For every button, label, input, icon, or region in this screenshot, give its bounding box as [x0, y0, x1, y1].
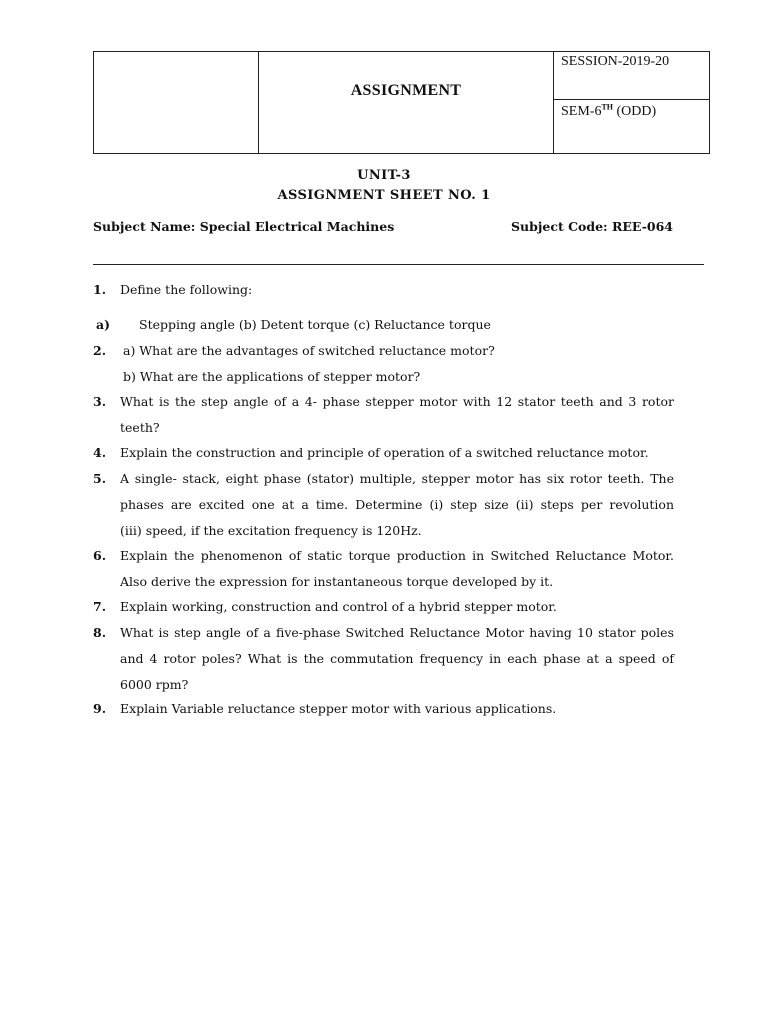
- question-line: and 4 rotor poles? What is the commutation frequency in each phase at a speed of: [120, 651, 674, 666]
- question-item: [93, 620, 674, 698]
- question-item: [93, 466, 674, 544]
- question-line: (iii) speed, if the excitation frequency is 120Hz.: [120, 523, 422, 538]
- semester-cell: [554, 100, 710, 154]
- question-text: [120, 620, 674, 698]
- question-line: Explain the phenomenon of static torque production in Switched Reluctance Motor.: [120, 548, 674, 563]
- question-line: Stepping angle (b) Detent torque (c) Reluctance torque: [139, 317, 491, 332]
- divider: [93, 264, 704, 265]
- question-number: 8.: [93, 625, 107, 640]
- session-cell: [554, 52, 710, 100]
- question-text: [120, 440, 674, 466]
- question-text: [120, 389, 674, 441]
- question-text: [120, 277, 674, 303]
- question-line: A single- stack, eight phase (stator) multiple, stepper motor has six rotor teeth. The: [120, 471, 674, 486]
- question-line: a) What are the advantages of switched reluctance motor?: [123, 343, 495, 358]
- question-number: a): [96, 317, 111, 332]
- subject-code: Subject Code: REE-064: [511, 219, 673, 234]
- question-text: [120, 594, 674, 620]
- question-item: [93, 338, 674, 390]
- question-line: Explain working, construction and control of a hybrid stepper motor.: [120, 599, 557, 614]
- semester-label: SEM-6TH (ODD): [561, 102, 657, 119]
- question-text: [120, 466, 674, 544]
- question-number: 7.: [93, 599, 107, 614]
- question-number: 6.: [93, 548, 107, 563]
- question-item: [93, 696, 674, 722]
- header-table: [93, 51, 710, 154]
- question-item: [93, 440, 674, 466]
- unit-heading: UNIT-3: [357, 168, 411, 183]
- question-item: [93, 543, 674, 595]
- session-label: SESSION-2019-20: [561, 54, 670, 69]
- question-number: 9.: [93, 701, 107, 716]
- question-line: Also derive the expression for instantaneous torque developed by it.: [120, 574, 554, 589]
- question-number: 5.: [93, 471, 107, 486]
- question-number: 2.: [93, 343, 107, 358]
- question-text: [123, 338, 674, 390]
- question-item: [93, 277, 674, 303]
- question-text: [120, 696, 674, 722]
- question-line: Explain the construction and principle of operation of a switched reluctance motor.: [120, 445, 649, 460]
- question-item: [93, 312, 674, 338]
- question-number: 3.: [93, 394, 107, 409]
- question-item: [93, 594, 674, 620]
- question-text: [120, 543, 674, 595]
- question-line: b) What are the applications of stepper motor?: [123, 369, 421, 384]
- question-line: Define the following:: [120, 282, 253, 297]
- question-text: [139, 312, 674, 338]
- question-item: [93, 389, 674, 441]
- assignment-title: ASSIGNMENT: [350, 82, 462, 99]
- question-line: 6000 rpm?: [120, 677, 189, 692]
- question-line: Explain Variable reluctance stepper motor with various applications.: [120, 701, 557, 716]
- question-line: What is step angle of a five-phase Switched Reluctance Motor having 10 stator poles: [120, 625, 674, 640]
- question-number: 1.: [93, 282, 107, 297]
- question-line: phases are excited one at a time. Determine (i) step size (ii) steps per revolution: [120, 497, 674, 512]
- subject-name: Subject Name: Special Electrical Machines: [93, 219, 395, 234]
- question-line: What is the step angle of a 4- phase stepper motor with 12 stator teeth and 3 rotor: [120, 394, 674, 409]
- logo-cell: [94, 52, 259, 154]
- question-number: 4.: [93, 445, 107, 460]
- sheet-heading: ASSIGNMENT SHEET NO. 1: [277, 188, 491, 203]
- question-line: teeth?: [120, 420, 160, 435]
- title-cell: [259, 52, 554, 154]
